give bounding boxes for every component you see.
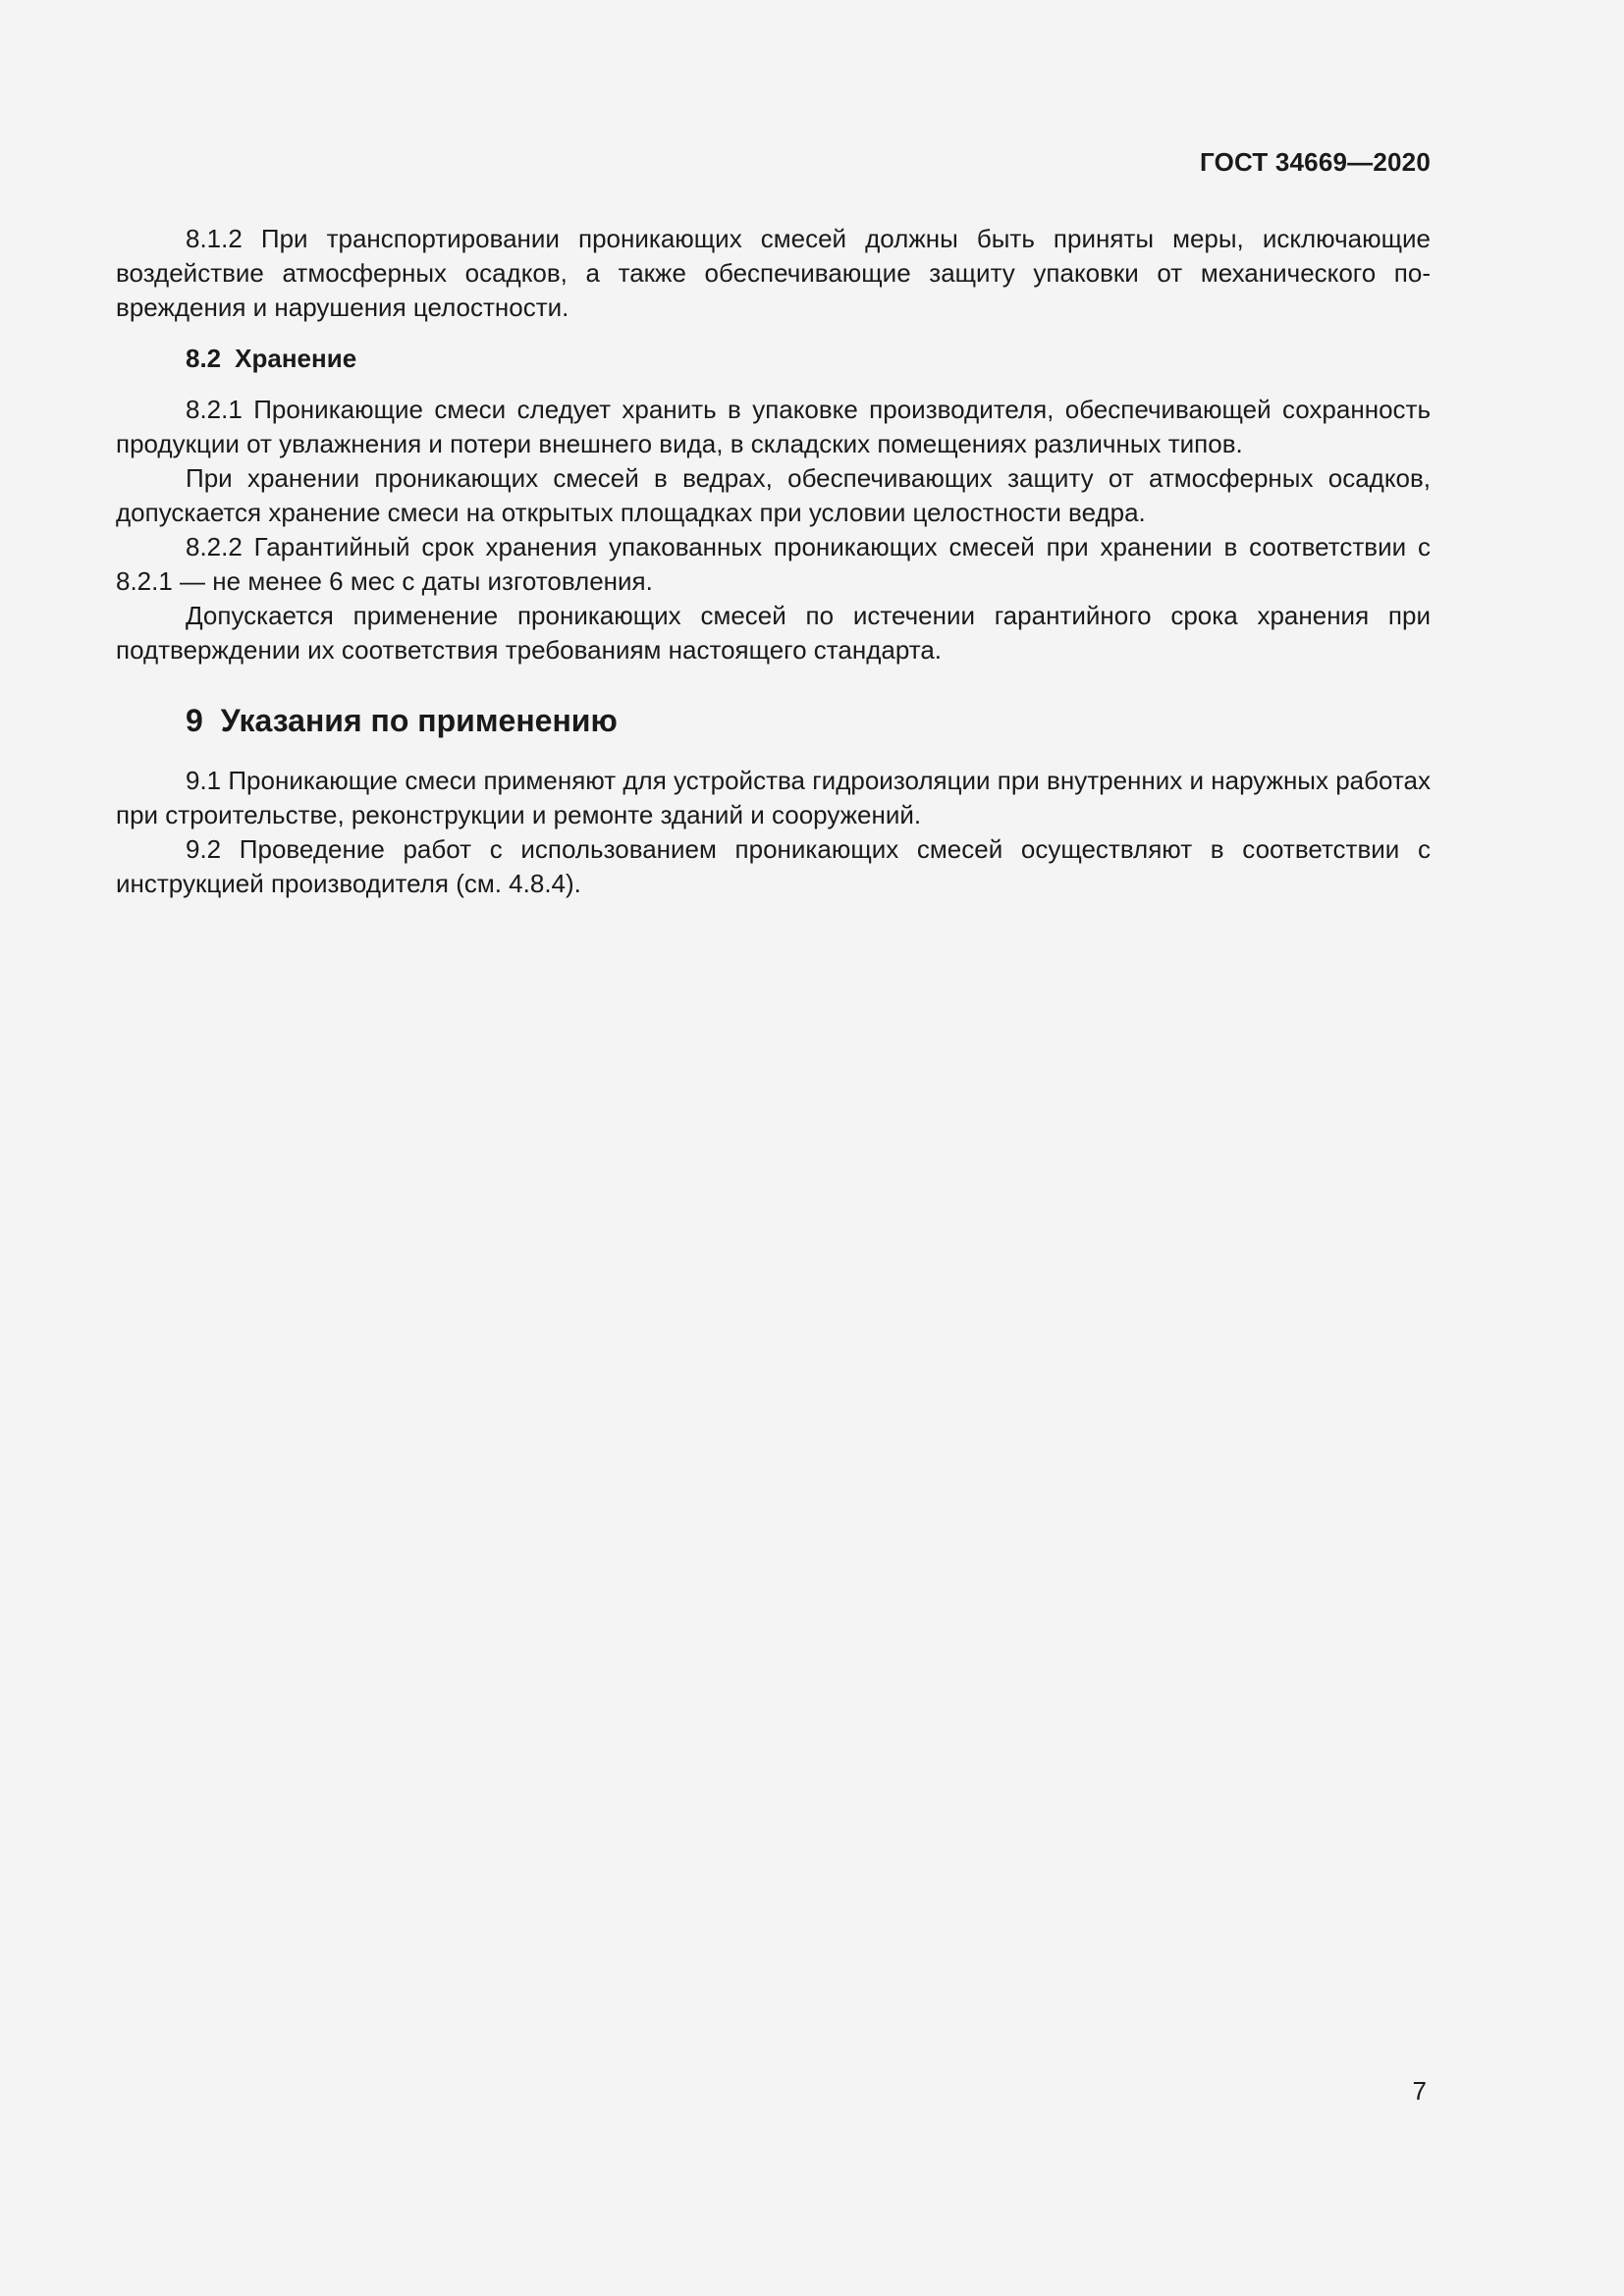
- page-number: 7: [1412, 2076, 1427, 2106]
- section-heading-9: [116, 701, 1431, 740]
- section-title: Указания по применению: [220, 703, 618, 738]
- subsection-heading-8-2: [116, 342, 1431, 376]
- paragraph-9-1: 9.1 Проникающие смеси применяют для устройства гидроизоляции при внутренних и наружных работах при строительстве, реконструкции и ремонте зданий и сооружений.: [116, 766, 1431, 829]
- paragraph-9-2: 9.2 Проведение работ с использованием проникающих смесей осуществляют в соответствии с инструкцией производителя (см. 4.8.4).: [116, 834, 1431, 898]
- document-body: [116, 222, 1431, 901]
- paragraph-8-2-1: 8.2.1 Проникающие смеси следует хранить в упаковке производителя, обеспечивающей сохранность продукции от увлажнения и потери внешнего вида, в складских помещениях различных типов.: [116, 395, 1431, 458]
- document-code-header: ГОСТ 34669—2020: [1200, 147, 1431, 177]
- subsection-title: Хранение: [235, 344, 357, 373]
- subsection-number: 8.2: [186, 344, 222, 373]
- paragraph-8-1-2: 8.1.2 При транспортировании проникающих смесей должны быть приняты меры, исключающие воздействие атмосферных осадков, а также обеспечивающие защиту упаковки от механического повреждения и нарушения целостности.: [116, 224, 1431, 322]
- paragraph-8-2-2-continued: Допускается применение проникающих смесей по истечении гарантийного срока хранения при подтверждении их соответствия требованиям настоящего стандарта.: [116, 601, 1431, 665]
- paragraph-8-2-1-continued: При хранении проникающих смесей в ведрах, обеспечивающих защиту от атмосферных осадков, допускается хранение смеси на открытых площадках при условии целостности ведра.: [116, 463, 1431, 527]
- section-number: 9: [186, 703, 203, 738]
- paragraph-8-2-2: 8.2.2 Гарантийный срок хранения упакованных проникающих смесей при хранении в соответствии с 8.2.1 — не менее 6 мес с даты изготовления.: [116, 532, 1431, 596]
